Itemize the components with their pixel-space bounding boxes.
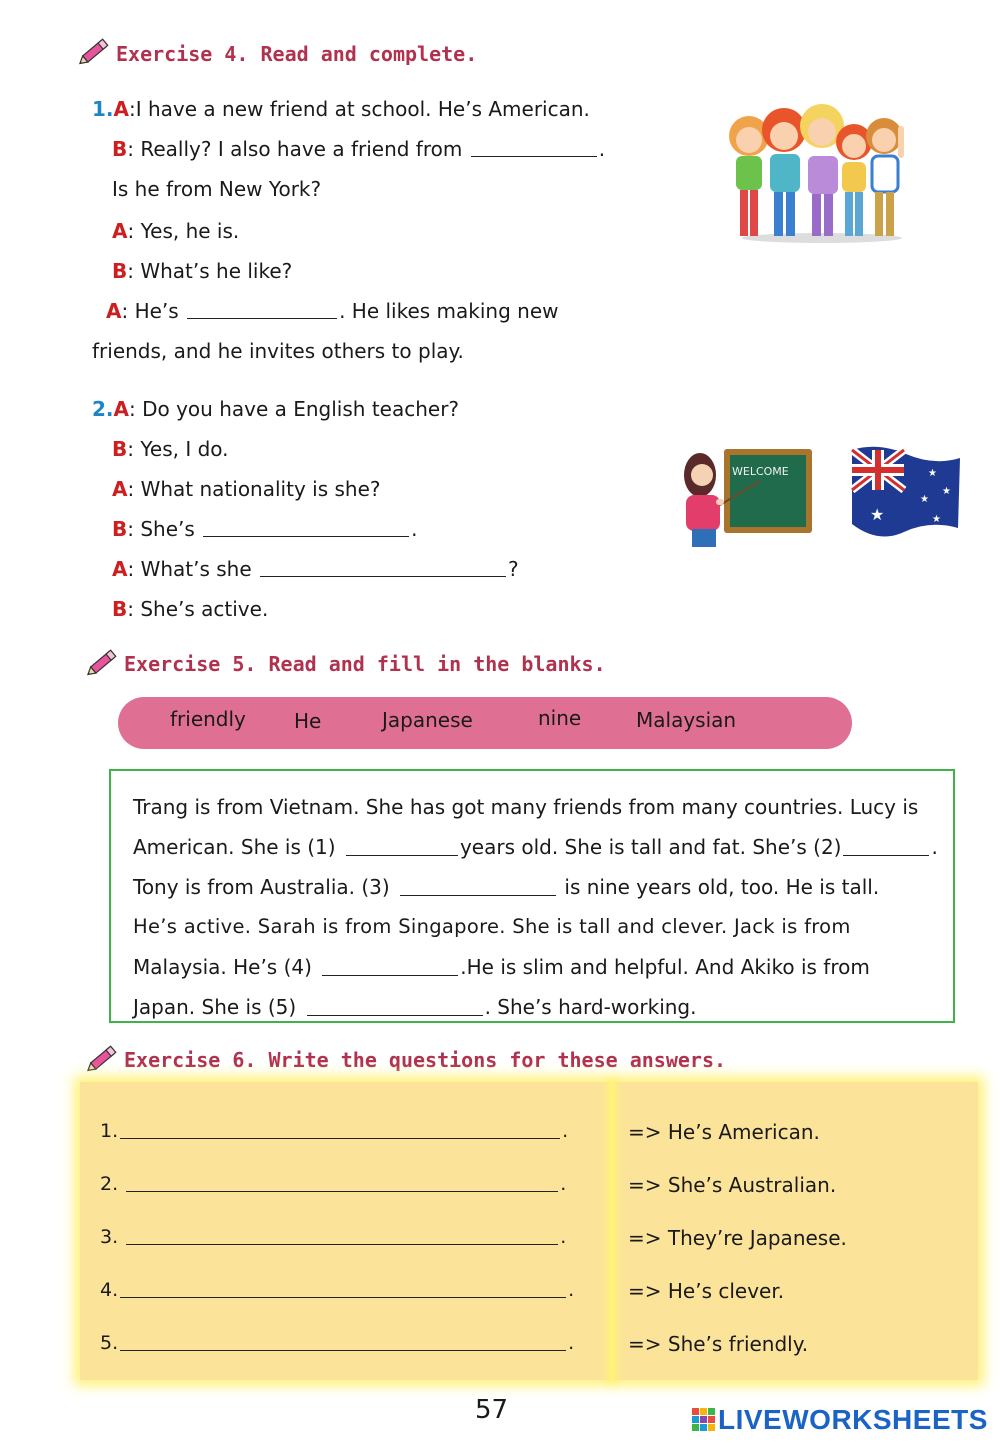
question-input[interactable]: [126, 1227, 556, 1248]
word-bank-item[interactable]: friendly: [170, 707, 246, 731]
blank-2[interactable]: [843, 835, 929, 856]
svg-text:★: ★: [870, 505, 885, 524]
blank-4-input[interactable]: [322, 958, 456, 979]
question-row: [100, 1120, 568, 1142]
speaker-a: A: [112, 219, 128, 243]
answer-text: => She’s friendly.: [628, 1332, 809, 1356]
passage-text: Malaysia. He’s (4): [133, 955, 312, 979]
passage-text: Tony is from Australia. (3): [133, 875, 390, 899]
blank-2-input[interactable]: [843, 838, 927, 859]
question-blank[interactable]: [120, 1332, 566, 1351]
dialogue2-line6: [112, 596, 268, 622]
question-number: 2.: [100, 1173, 119, 1195]
speaker-a: A: [106, 299, 122, 323]
blank-like-input[interactable]: [260, 560, 504, 581]
line-text: : Do you have a English teacher?: [129, 397, 460, 421]
question-row: [100, 1226, 566, 1248]
speaker-a: A: [113, 97, 129, 121]
blank-personality[interactable]: [187, 298, 337, 319]
line-end: ?: [508, 557, 519, 581]
question-row: [100, 1173, 566, 1195]
blank-nationality[interactable]: [203, 516, 409, 537]
blank-5[interactable]: [307, 995, 483, 1016]
question-number: 4.: [100, 1279, 119, 1301]
line-text: : She’s active.: [127, 597, 269, 621]
line-text: :I have a new friend at school. He’s American.: [129, 97, 590, 121]
line-text: : What’s he like?: [127, 259, 293, 283]
svg-text:★: ★: [932, 514, 941, 525]
exercise6-heading: Exercise 6. Write the questions for these answers.: [124, 1048, 727, 1072]
passage-line: He’s active. Sarah is from Singapore. She is tall and clever. Jack is from: [133, 915, 851, 938]
dialogue1-line3: Is he from New York?: [112, 177, 322, 201]
word-bank-item[interactable]: Japanese: [382, 708, 473, 732]
line-end: . He likes making new: [339, 299, 559, 323]
question-blank[interactable]: [120, 1120, 560, 1139]
answer-text: => They’re Japanese.: [628, 1226, 847, 1250]
svg-text:★: ★: [942, 486, 951, 497]
line-end: .: [568, 1332, 575, 1354]
question-number: 1.: [100, 1120, 119, 1142]
question-row: [100, 1279, 574, 1301]
word-bank: [118, 697, 852, 749]
line-text: : What’s she: [127, 557, 252, 581]
passage-line: Trang is from Vietnam. She has got many friends from many countries. Lucy is: [133, 795, 919, 819]
passage-box: [109, 769, 955, 1023]
passage-text: .He is slim and helpful. And Akiko is from: [460, 955, 870, 979]
board-text: WELCOME: [732, 465, 789, 478]
word-bank-item[interactable]: Malaysian: [636, 708, 737, 732]
panel-divider: [610, 1082, 614, 1380]
question-input[interactable]: [120, 1280, 564, 1301]
word-bank-item[interactable]: nine: [538, 706, 582, 730]
liveworksheets-brand[interactable]: LIVEWORKSHEETS: [718, 1404, 988, 1435]
dialogue2-line1: [92, 396, 459, 422]
line-text: : What nationality is she?: [127, 477, 381, 501]
blank-1[interactable]: [346, 835, 458, 856]
passage-text: is nine years old, too. He is tall.: [564, 875, 880, 899]
question-input[interactable]: [120, 1333, 564, 1354]
passage-line: [133, 955, 870, 979]
dialogue1-line6: [106, 298, 559, 324]
line-text: : He’s: [121, 299, 179, 323]
line-end: .: [560, 1226, 567, 1248]
speaker-b: B: [112, 259, 128, 283]
passage-line: [133, 835, 938, 859]
blank-4[interactable]: [322, 955, 458, 976]
question-row: [100, 1332, 574, 1354]
line-text: : Yes, I do.: [127, 437, 229, 461]
pencil-icon: [86, 643, 122, 679]
speaker-b: B: [112, 437, 128, 461]
line-text: : Really? I also have a friend from: [127, 137, 463, 161]
answer-text: => He’s clever.: [628, 1279, 785, 1303]
answer-text: => He’s American.: [628, 1120, 820, 1144]
pencil-icon: [78, 32, 114, 68]
line-text: : She’s: [127, 517, 195, 541]
speaker-a: A: [112, 557, 128, 581]
line-end: .: [411, 517, 418, 541]
australian-flag-icon: [848, 440, 962, 540]
line-end: .: [560, 1173, 567, 1195]
question-blank[interactable]: [120, 1279, 566, 1298]
question-input[interactable]: [120, 1121, 558, 1142]
blank-country[interactable]: [471, 136, 597, 157]
svg-text:★: ★: [928, 468, 937, 479]
passage-text: .: [931, 835, 938, 859]
page-number: 57: [475, 1395, 509, 1425]
dialogue1-line1: [92, 96, 590, 122]
blank-3[interactable]: [400, 875, 556, 896]
questions-panel: [80, 1082, 978, 1380]
pencil-icon: [86, 1039, 122, 1075]
dialogue2-line3: [112, 476, 380, 502]
passage-text: . She’s hard-working.: [484, 995, 697, 1019]
dialogue1-line7: friends, and he invites others to play.: [92, 339, 464, 363]
speaker-b: B: [112, 137, 128, 161]
line-end: .: [568, 1279, 575, 1301]
blank-country-input[interactable]: [471, 140, 595, 161]
speaker-b: B: [112, 517, 128, 541]
question-input[interactable]: [126, 1174, 556, 1195]
line-end: .: [598, 137, 606, 161]
passage-line: [133, 875, 879, 899]
dialogue2-number: 2.: [92, 397, 114, 421]
answer-text: => She’s Australian.: [628, 1173, 837, 1197]
exercise5-heading: Exercise 5. Read and fill in the blanks.: [124, 652, 606, 676]
line-end: .: [562, 1120, 569, 1142]
blank-nationality-input[interactable]: [203, 520, 407, 541]
children-illustration: [722, 96, 922, 246]
blank-3-input[interactable]: [400, 878, 554, 899]
speaker-b: B: [112, 597, 128, 621]
dialogue2-line2: [112, 436, 229, 462]
question-blank[interactable]: [126, 1226, 558, 1245]
blank-like[interactable]: [260, 556, 506, 577]
dialogue2-line4: [112, 516, 418, 542]
blank-personality-input[interactable]: [187, 302, 335, 323]
teacher-illustration: [680, 445, 816, 549]
word-bank-item[interactable]: He: [294, 709, 322, 733]
dialogue1-line5: [112, 258, 292, 284]
svg-text:★: ★: [920, 494, 929, 505]
dialogue1-line2: [112, 136, 605, 162]
blank-1-input[interactable]: [346, 838, 456, 859]
question-blank[interactable]: [126, 1173, 558, 1192]
passage-line: [133, 995, 697, 1019]
passage-text: Japan. She is (5): [133, 995, 297, 1019]
passage-text: American. She is (1): [133, 835, 336, 859]
dialogue1-number: 1.: [92, 97, 114, 121]
exercise4-heading: Exercise 4. Read and complete.: [116, 42, 478, 66]
question-number: 3.: [100, 1226, 119, 1248]
dialogue2-line5: [112, 556, 519, 582]
speaker-a: A: [113, 397, 129, 421]
passage-text: years old. She is tall and fat. She’s (2): [459, 835, 842, 859]
dialogue1-line4: [112, 218, 239, 244]
liveworksheets-logo-icon: [692, 1408, 716, 1432]
line-text: : Yes, he is.: [127, 219, 240, 243]
speaker-a: A: [112, 477, 128, 501]
question-number: 5.: [100, 1332, 119, 1354]
blank-5-input[interactable]: [307, 998, 481, 1019]
